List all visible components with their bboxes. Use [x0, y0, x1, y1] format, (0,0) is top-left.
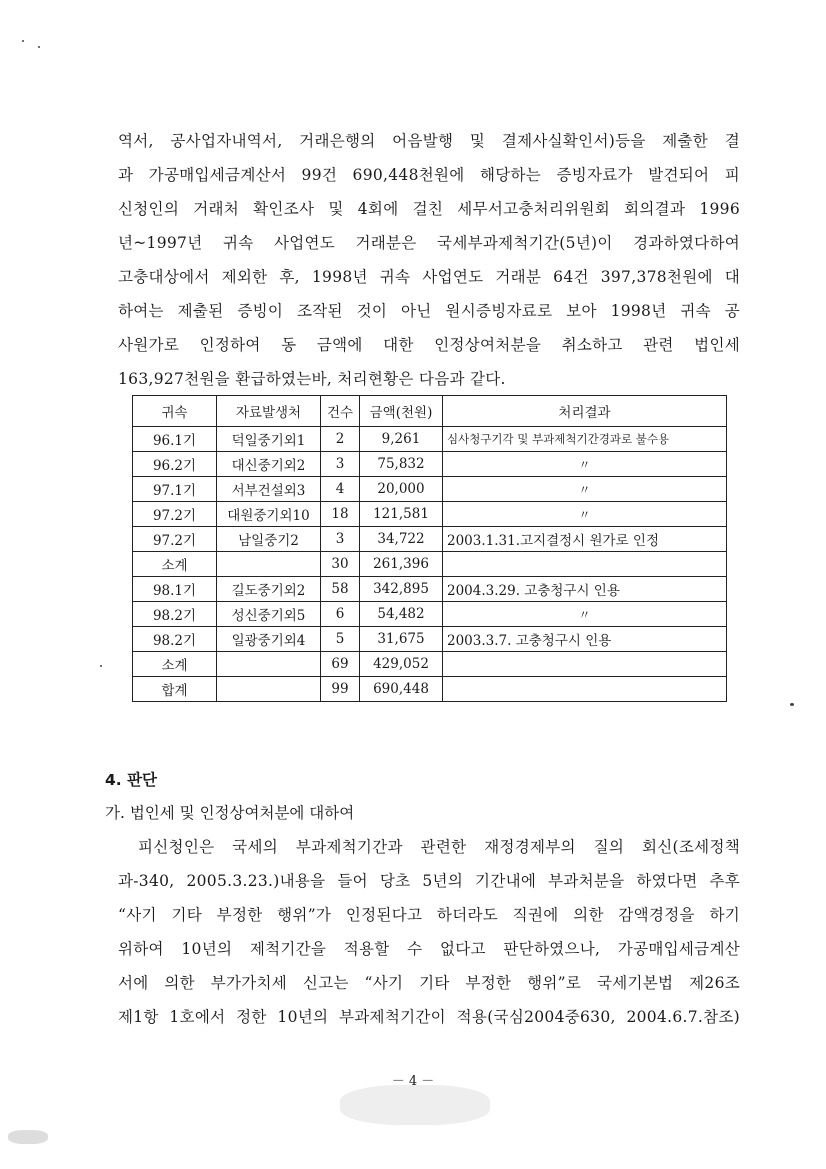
table-row	[133, 577, 727, 602]
cell-source: 남일중기2	[217, 527, 321, 552]
cell-result	[443, 652, 727, 677]
text-line: 163,927천원을 환급하였는바, 처리현황은 다음과 같다.	[118, 370, 506, 388]
cell-amount: 261,396	[360, 552, 443, 577]
cell-count: 4	[321, 477, 360, 502]
header-result: 처리결과	[443, 396, 727, 427]
cell-attribution: 98.2기	[133, 602, 217, 627]
cell-count: 6	[321, 602, 360, 627]
table-row	[133, 602, 727, 627]
cell-result	[443, 502, 727, 527]
ditto-mark: 〃	[578, 507, 591, 522]
cell-source: 대신중기외2	[217, 452, 321, 477]
cell-attribution: 96.1기	[133, 427, 217, 452]
header-amount: 금액(천원)	[360, 396, 443, 427]
cell-count: 2	[321, 427, 360, 452]
processing-status-table	[132, 395, 727, 702]
cell-result	[443, 452, 727, 477]
cell-result	[443, 552, 727, 577]
table-row-subtotal	[133, 552, 727, 577]
cell-result: 2003.3.7. 고충청구시 인용	[443, 627, 727, 652]
ditto-mark: 〃	[578, 457, 591, 472]
paragraph-intro	[118, 124, 740, 396]
cell-source: 서부건설외3	[217, 477, 321, 502]
text-line: 제1항 1호에서 정한 10년의 부과제척기간이 적용(국심2004중630, 2004.6.7.참조)	[118, 1008, 740, 1026]
ditto-mark: 〃	[578, 482, 591, 497]
cell-source	[217, 552, 321, 577]
scan-speck	[790, 703, 794, 706]
cell-attribution: 합계	[133, 677, 217, 702]
cell-result: 심사청구기각 및 부과제척기간경과로 불수용	[443, 427, 727, 452]
scan-smudge	[340, 1085, 490, 1125]
cell-source	[217, 652, 321, 677]
table-row	[133, 502, 727, 527]
cell-count: 69	[321, 652, 360, 677]
table-row	[133, 627, 727, 652]
scan-speck	[22, 40, 24, 42]
scan-speck	[38, 46, 40, 48]
section-heading: 4. 판단	[105, 771, 158, 789]
table-row	[133, 452, 727, 477]
cell-count: 3	[321, 452, 360, 477]
text-line: 서에 의한 부가가치세 신고는 “사기 기타 부정한 행위”로 국세기본법 제26조	[118, 974, 740, 992]
cell-count: 5	[321, 627, 360, 652]
table-row	[133, 527, 727, 552]
cell-amount: 342,895	[360, 577, 443, 602]
cell-count: 99	[321, 677, 360, 702]
text-line: 과 가공매입세금계산서 99건 690,448천원에 해당하는 증빙자료가 발견되어 피	[118, 166, 740, 184]
cell-source: 일광중기외4	[217, 627, 321, 652]
text-line: 사원가로 인정하여 동 금액에 대한 인정상여처분을 취소하고 관련 법인세	[118, 336, 740, 354]
text-line: 역서, 공사업자내역서, 거래은행의 어음발행 및 결제사실확인서)등을 제출한 결	[118, 132, 740, 150]
cell-attribution: 97.2기	[133, 527, 217, 552]
cell-result	[443, 602, 727, 627]
subsection-heading: 가. 법인세 및 인정상여처분에 대하여	[105, 804, 355, 822]
cell-attribution: 98.2기	[133, 627, 217, 652]
header-count: 건수	[321, 396, 360, 427]
cell-result: 2003.1.31.고지결정시 원가로 인정	[443, 527, 727, 552]
cell-amount: 31,675	[360, 627, 443, 652]
cell-attribution: 97.1기	[133, 477, 217, 502]
text-line: 피신청인은 국세의 부과제척기간과 관련한 재정경제부의 질의 회신(조세정책	[138, 838, 740, 856]
table-row	[133, 477, 727, 502]
cell-source: 대원중기외10	[217, 502, 321, 527]
cell-attribution: 96.2기	[133, 452, 217, 477]
text-line: 과-340, 2005.3.23.)내용을 들어 당초 5년의 기간내에 부과처분을 하였다면 추후	[118, 872, 740, 890]
table-header-row	[133, 396, 727, 427]
cell-amount: 20,000	[360, 477, 443, 502]
cell-source	[217, 677, 321, 702]
cell-source: 성신중기외5	[217, 602, 321, 627]
cell-amount: 54,482	[360, 602, 443, 627]
cell-amount: 34,722	[360, 527, 443, 552]
text-line: 년~1997년 귀속 사업연도 거래분은 국세부과제척기간(5년)이 경과하였다하여	[118, 234, 740, 252]
cell-amount: 121,581	[360, 502, 443, 527]
page-number: － 4 －	[391, 1074, 435, 1089]
table-row-total	[133, 677, 727, 702]
cell-amount: 9,261	[360, 427, 443, 452]
cell-attribution: 소계	[133, 652, 217, 677]
cell-attribution: 98.1기	[133, 577, 217, 602]
cell-attribution: 소계	[133, 552, 217, 577]
cell-amount: 429,052	[360, 652, 443, 677]
cell-result: 2004.3.29. 고충청구시 인용	[443, 577, 727, 602]
cell-amount: 690,448	[360, 677, 443, 702]
text-line: 위하여 10년의 제척기간을 적용할 수 없다고 판단하였으나, 가공매입세금계산	[118, 940, 740, 958]
cell-attribution: 97.2기	[133, 502, 217, 527]
paragraph-judgment	[118, 830, 740, 1034]
header-attribution: 귀속	[133, 396, 217, 427]
scan-smudge	[8, 1130, 48, 1144]
cell-count: 58	[321, 577, 360, 602]
ditto-mark: 〃	[578, 607, 591, 622]
text-line: 신청인의 거래처 확인조사 및 4회에 걸친 세무서고충처리위원회 회의결과 1996	[118, 200, 740, 218]
cell-result	[443, 477, 727, 502]
cell-source: 길도중기외2	[217, 577, 321, 602]
text-line: “사기 기타 부정한 행위”가 인정된다고 하더라도 직권에 의한 감액경정을 하기	[118, 906, 740, 924]
cell-count: 3	[321, 527, 360, 552]
text-line: 하여는 제출된 증빙이 조작된 것이 아닌 원시증빙자료로 보아 1998년 귀속 공	[118, 302, 740, 320]
cell-count: 18	[321, 502, 360, 527]
table-row-subtotal	[133, 652, 727, 677]
table-row	[133, 427, 727, 452]
cell-amount: 75,832	[360, 452, 443, 477]
cell-source: 덕일중기외1	[217, 427, 321, 452]
cell-count: 30	[321, 552, 360, 577]
scan-speck	[100, 665, 102, 667]
header-source: 자료발생처	[217, 396, 321, 427]
text-line: 고충대상에서 제외한 후, 1998년 귀속 사업연도 거래분 64건 397,378천원에 대	[118, 268, 740, 286]
cell-result	[443, 677, 727, 702]
